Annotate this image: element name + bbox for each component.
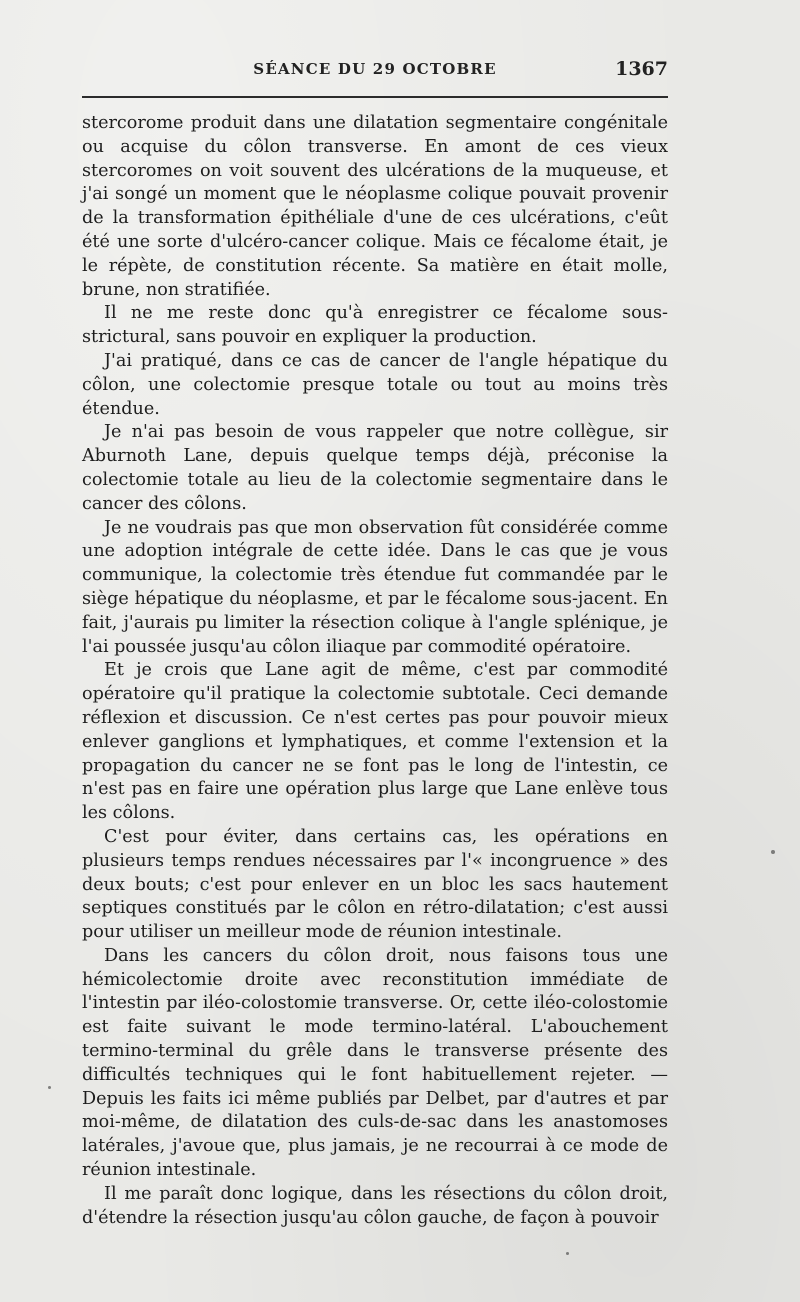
header-rule (82, 96, 668, 98)
paragraph-9: Il me paraît donc logique, dans les résections du côlon droit, d'étendre la résection jusqu'au côlon gauche, de façon à pouvoir (82, 1183, 668, 1228)
page-number: 1367 (615, 58, 668, 80)
paragraph-3: J'ai pratiqué, dans ce cas de cancer de l'angle hépatique du côlon, une colectomie presque totale ou tout au moins très étendue. (82, 350, 668, 419)
paragraph-8: Dans les cancers du côlon droit, nous faisons tous une hémicolectomie droite avec reconstitution immédiate de l'intestin par iléo-colostomie transverse. Or, cette iléo-colostomie est faite suivant le mode termino-latéral. L'abouchement termino-terminal du grêle dans le transverse présente des difficultés techniques qui le font habituellement rejeter. — Depuis les faits ici même publiés par Delbet, par d'autres et par moi-même, de dilatation des culs-de-sac dans les anastomoses latérales, j'avoue que, plus jamais, je ne recourrai à ce mode de réunion intestinale. (82, 945, 668, 1181)
paragraph-1: stercorome produit dans une dilatation segmentaire congénitale ou acquise du côlon transverse. En amont de ces vieux stercoromes on voit souvent des ulcérations de la muqueuse, et j'ai songé un moment que le néoplasme colique pouvait provenir de la transformation épithéliale d'une de ces ulcérations, c'eût été une sorte d'ulcéro-cancer colique. Mais ce fécalome était, je le répète, de constitution récente. Sa matière en était molle, brune, non stratifiée. (82, 113, 668, 300)
paper-speck (771, 850, 775, 854)
running-head (82, 58, 668, 86)
paragraph-4: Je n'ai pas besoin de vous rappeler que notre collègue, sir Aburnoth Lane, depuis quelque temps déjà, préconise la colectomie totale au lieu de la colectomie segmentaire dans le cancer des côlons. (82, 422, 668, 514)
paragraph-6: Et je crois que Lane agit de même, c'est par commodité opératoire qu'il pratique la colectomie subtotale. Ceci demande réflexion et discussion. Ce n'est certes pas pour pouvoir mieux enlever ganglions et lymphatiques, et comme l'extension et la propagation du cancer ne se font pas le long de l'intestin, ce n'est pas en faire une opération plus large que Lane enlève tous les côlons. (82, 660, 668, 824)
paper-speck (48, 1086, 51, 1089)
body-text (82, 112, 668, 1230)
paper-speck (566, 1252, 569, 1255)
paragraph-2: Il ne me reste donc qu'à enregistrer ce fécalome sous-strictural, sans pouvoir en expliquer la production. (82, 303, 668, 348)
paragraph-5: Je ne voudrais pas que mon observation fût considérée comme une adoption intégrale de cette idée. Dans le cas que je vous communique, la colectomie très étendue fut commandée par le siège hépatique du néoplasme, et par le fécalome sous-jacent. En fait, j'aurais pu limiter la résection colique à l'angle splénique, je l'ai poussée jusqu'au côlon iliaque par commodité opératoire. (82, 517, 668, 657)
running-title: SÉANCE DU 29 OCTOBRE (253, 60, 497, 78)
paragraph-7: C'est pour éviter, dans certains cas, les opérations en plusieurs temps rendues nécessaires par l'« incongruence » des deux bouts; c'est pour enlever en un bloc les sacs hautement septiques constitués par le côlon en rétro-dilatation; c'est aussi pour utiliser un meilleur mode de réunion intestinale. (82, 826, 668, 943)
